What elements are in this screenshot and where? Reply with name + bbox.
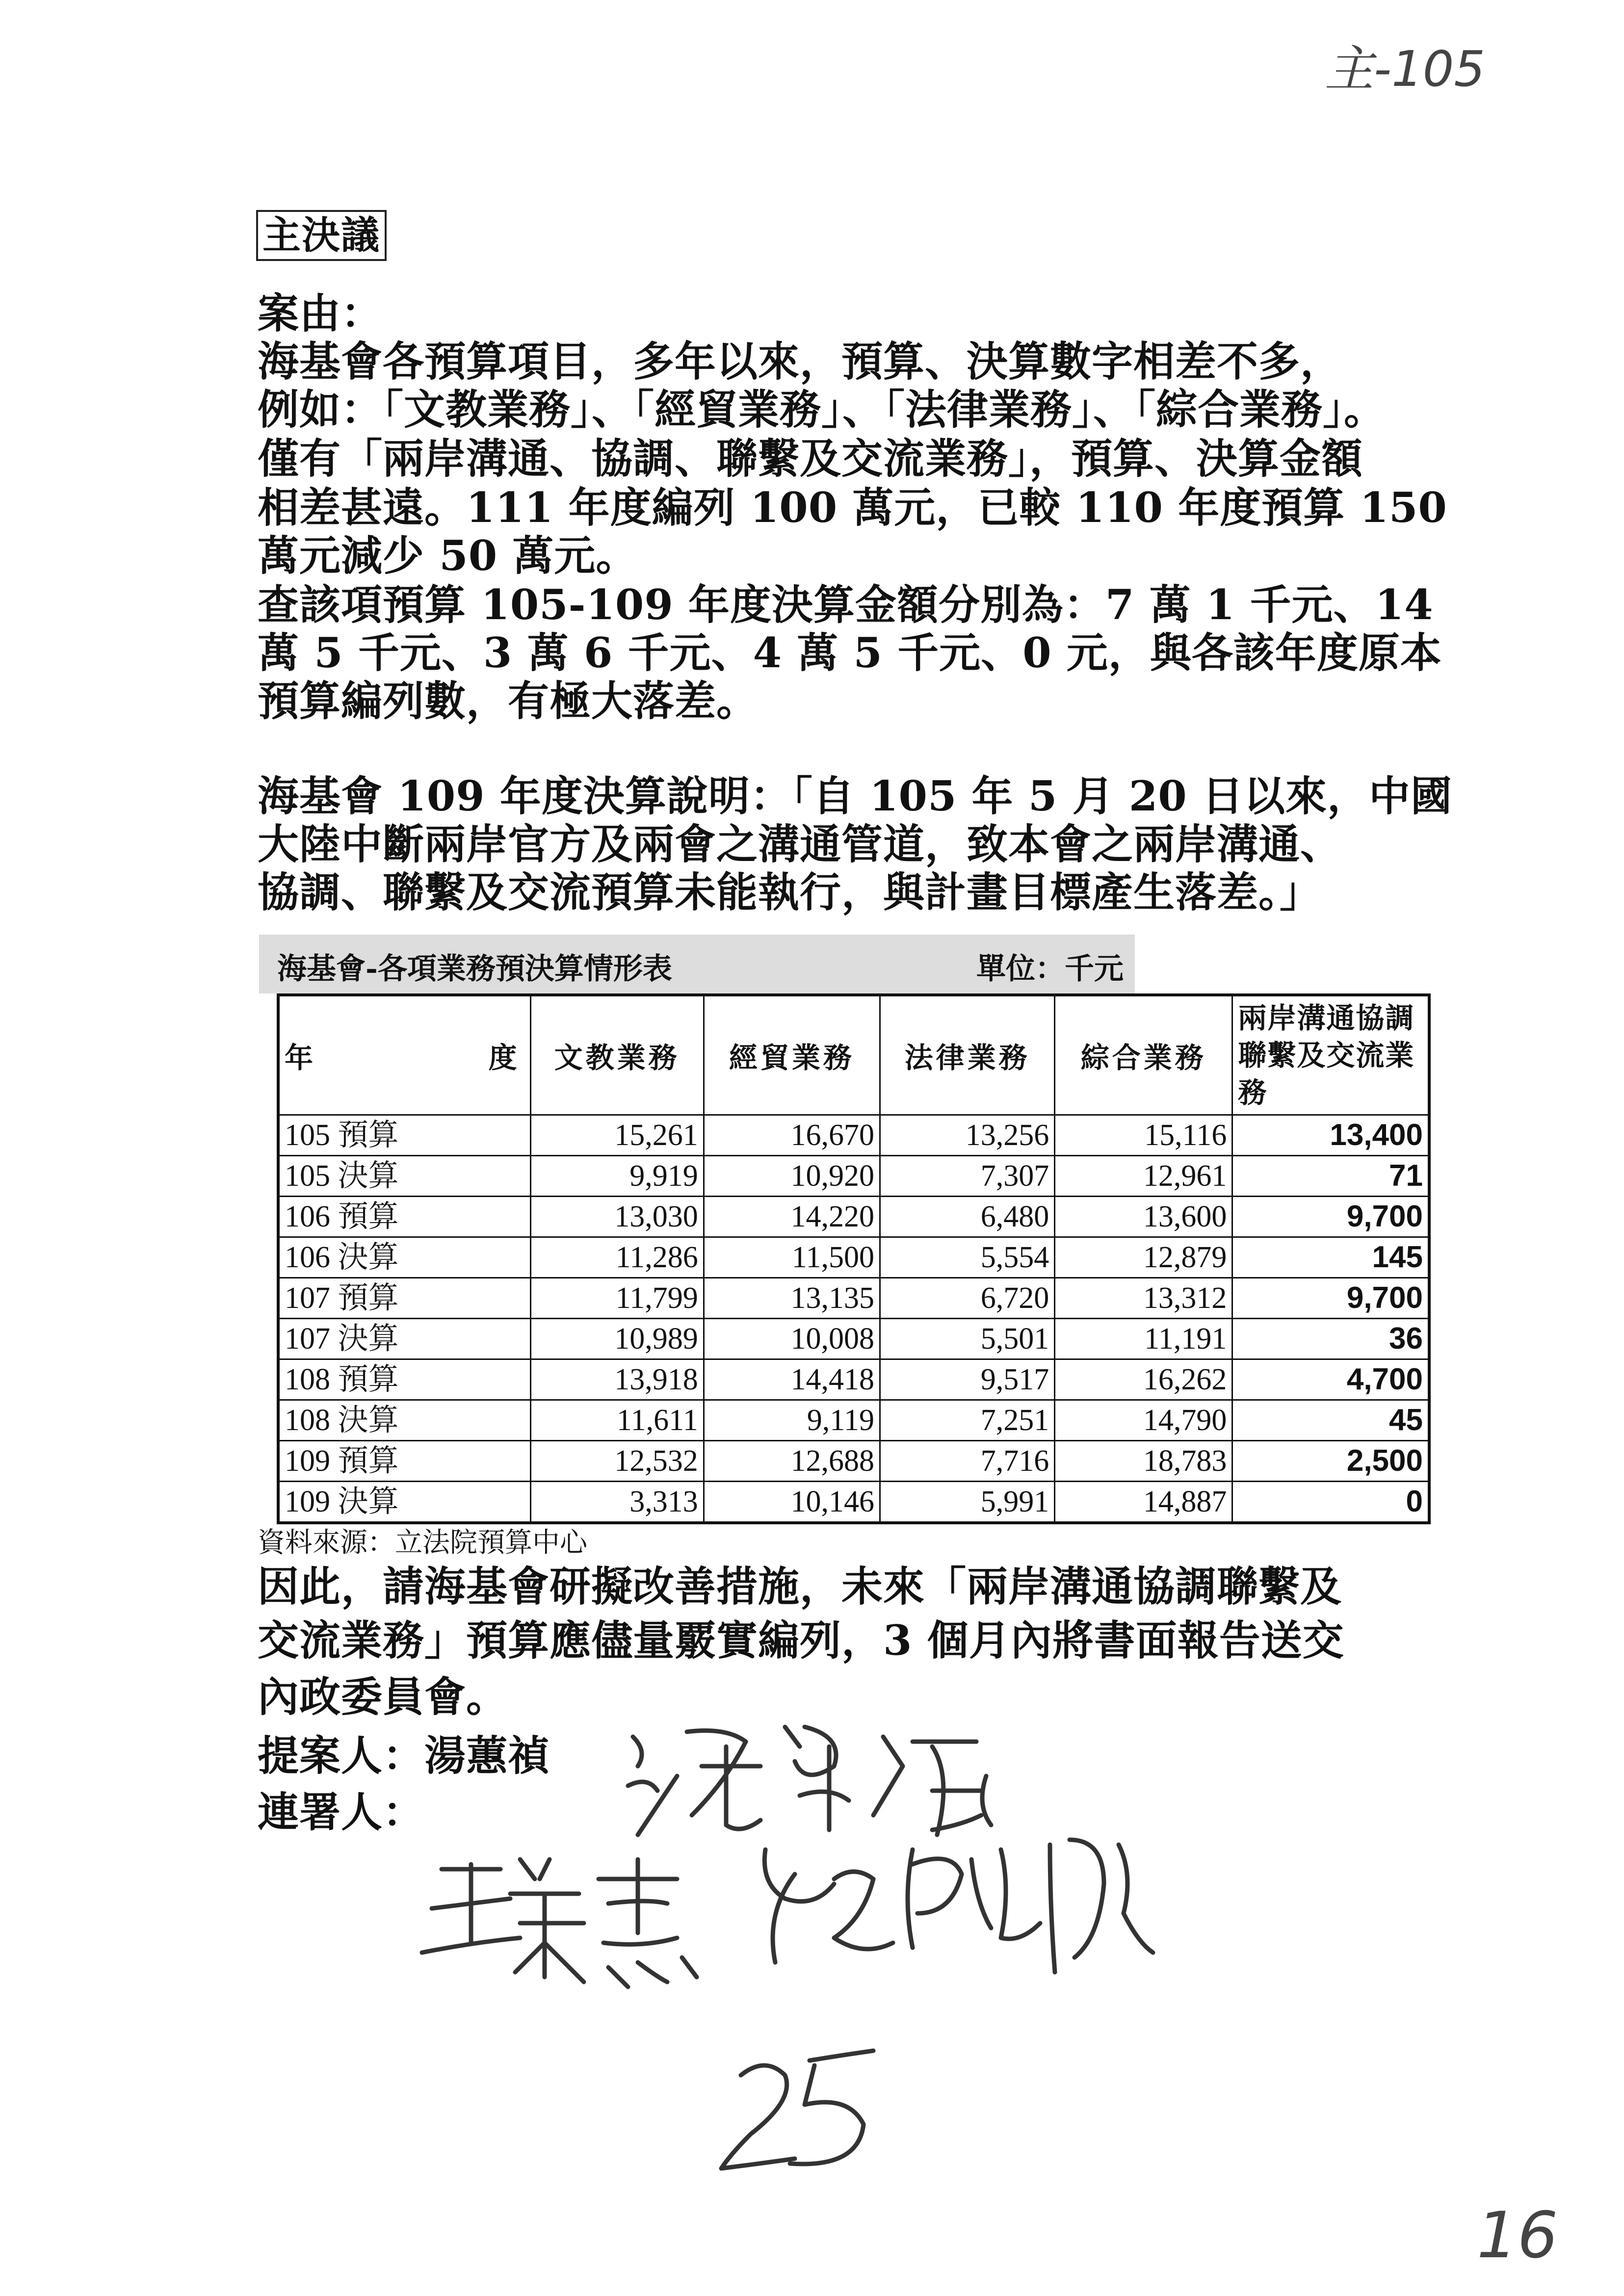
table-cell: 11,500 — [704, 1237, 880, 1278]
table-cell: 9,919 — [530, 1156, 704, 1197]
table-cell: 14,220 — [704, 1197, 880, 1237]
table-cell: 16,670 — [704, 1115, 880, 1156]
table-cell: 13,600 — [1055, 1197, 1232, 1237]
table-cell: 16,262 — [1055, 1359, 1232, 1400]
paragraph-line: 大陸中斷兩岸官方及兩會之溝通管道，致本會之兩岸溝通、 — [258, 820, 1342, 868]
proposer: 提案人：湯蕙禎 — [258, 1731, 550, 1780]
table-cell: 12,688 — [704, 1441, 880, 1482]
paragraph-line: 海基會 109 年度決算說明：「自 105 年 5 月 20 日以來，中國 — [258, 772, 1452, 820]
table-cell: 11,611 — [530, 1400, 704, 1441]
paragraph-line: 因此，請海基會研擬改善措施，未來「兩岸溝通協調聯繫及 — [258, 1562, 1342, 1611]
paragraph-line: 僅有「兩岸溝通、協調、聯繫及交流業務」，預算、決算金額 — [258, 434, 1363, 483]
header-culture: 文教業務 — [530, 995, 704, 1115]
table-cell: 9,119 — [704, 1400, 880, 1441]
table-cell: 5,501 — [880, 1319, 1054, 1359]
paragraph-line: 查該項預算 105-109 年度決算金額分別為：7 萬 1 千元、14 — [258, 580, 1434, 629]
table-cell: 36 — [1232, 1319, 1429, 1359]
table-cell: 0 — [1232, 1482, 1429, 1523]
row-label: 107 預算 — [278, 1278, 530, 1319]
document-title: 主決議 — [256, 210, 387, 261]
paragraph-line: 萬 5 千元、3 萬 6 千元、4 萬 5 千元、0 元，與各該年度原本 — [258, 628, 1442, 677]
cosigner-label: 連署人： — [258, 1788, 425, 1836]
table-cell: 4,700 — [1232, 1359, 1429, 1400]
table-cell: 7,251 — [880, 1400, 1054, 1441]
paragraph-line: 相差甚遠。111 年度編列 100 萬元，已較 110 年度預算 150 — [258, 483, 1447, 532]
paragraph-line: 例如：「文教業務」、「經貿業務」、「法律業務」、「綜合業務」。 — [258, 385, 1386, 434]
table-cell: 14,418 — [704, 1359, 880, 1400]
signature-3 — [764, 1840, 1153, 1972]
page-number: 16 — [1477, 2198, 1558, 2272]
row-label: 106 決算 — [278, 1237, 530, 1278]
table-cell: 6,480 — [880, 1197, 1054, 1237]
table-cell: 18,783 — [1055, 1441, 1232, 1482]
header-law: 法律業務 — [880, 995, 1054, 1115]
table-cell: 45 — [1232, 1400, 1429, 1441]
table-cell: 5,991 — [880, 1482, 1054, 1523]
paragraph-line: 協調、聯繫及交流預算未能執行，與計畫目標產生落差。」 — [258, 868, 1322, 916]
table-cell: 9,700 — [1232, 1278, 1429, 1319]
row-label: 108 決算 — [278, 1400, 530, 1441]
handwritten-annotation: 主-105 — [1325, 40, 1485, 98]
table-cell: 9,517 — [880, 1359, 1054, 1400]
paragraph-line: 預算編列數，有極大落差。 — [258, 677, 759, 725]
header-trade: 經貿業務 — [704, 995, 880, 1115]
header-year: 年 度 — [278, 995, 530, 1115]
table-cell: 13,312 — [1055, 1278, 1232, 1319]
paragraph-line: 海基會各預算項目，多年以來，預算、決算數字相差不多， — [258, 337, 1342, 386]
table-cell: 11,286 — [530, 1237, 704, 1278]
handwritten-number — [736, 2041, 742, 2046]
table-cell: 13,918 — [530, 1359, 704, 1400]
paragraph-line: 萬元減少 50 萬元。 — [258, 531, 638, 580]
table-cell: 71 — [1232, 1156, 1429, 1197]
signature-2 — [422, 1859, 697, 1987]
table-cell: 11,191 — [1055, 1319, 1232, 1359]
table-cell: 9,700 — [1232, 1197, 1429, 1237]
reason-label: 案由： — [258, 289, 383, 338]
row-label: 108 預算 — [278, 1359, 530, 1400]
row-label: 105 預算 — [278, 1115, 530, 1156]
table-cell: 10,920 — [704, 1156, 880, 1197]
table-cell: 6,720 — [880, 1278, 1054, 1319]
table-cell: 2,500 — [1232, 1441, 1429, 1482]
handwritten-number-drawing — [721, 2051, 873, 2168]
table-cell: 12,961 — [1055, 1156, 1232, 1197]
table-cell: 13,135 — [704, 1278, 880, 1319]
signature-1 — [628, 1727, 991, 1835]
table-caption: 海基會-各項業務預決算情形表 — [277, 952, 672, 986]
table-cell: 7,716 — [880, 1441, 1054, 1482]
table-cell: 145 — [1232, 1237, 1429, 1278]
table-cell: 10,008 — [704, 1319, 880, 1359]
table-cell: 5,554 — [880, 1237, 1054, 1278]
paragraph-line: 內政委員會。 — [258, 1672, 508, 1721]
row-label: 107 決算 — [278, 1319, 530, 1359]
table-cell: 7,307 — [880, 1156, 1054, 1197]
table-cell: 13,256 — [880, 1115, 1054, 1156]
table-cell: 12,879 — [1055, 1237, 1232, 1278]
row-label: 106 預算 — [278, 1197, 530, 1237]
table-cell: 13,400 — [1232, 1115, 1429, 1156]
table-cell: 13,030 — [530, 1197, 704, 1237]
row-label: 109 預算 — [278, 1441, 530, 1482]
header-general: 綜合業務 — [1055, 995, 1232, 1115]
table-cell: 15,261 — [530, 1115, 704, 1156]
table-cell: 15,116 — [1055, 1115, 1232, 1156]
table-cell: 12,532 — [530, 1441, 704, 1482]
table-cell: 10,146 — [704, 1482, 880, 1523]
header-cross-strait: 兩岸溝通協調聯繫及交流業務 — [1232, 995, 1429, 1115]
row-label: 105 決算 — [278, 1156, 530, 1197]
table-cell: 3,313 — [530, 1482, 704, 1523]
table-unit: 單位：千元 — [976, 952, 1124, 986]
table-cell: 14,790 — [1055, 1400, 1232, 1441]
paragraph-line: 交流業務」預算應儘量覈實編列，3 個月內將書面報告送交 — [258, 1616, 1344, 1665]
row-label: 109 決算 — [278, 1482, 530, 1523]
table-source: 資料來源：立法院預算中心 — [258, 1527, 587, 1559]
table-cell: 14,887 — [1055, 1482, 1232, 1523]
table-cell: 11,799 — [530, 1278, 704, 1319]
table-cell: 10,989 — [530, 1319, 704, 1359]
